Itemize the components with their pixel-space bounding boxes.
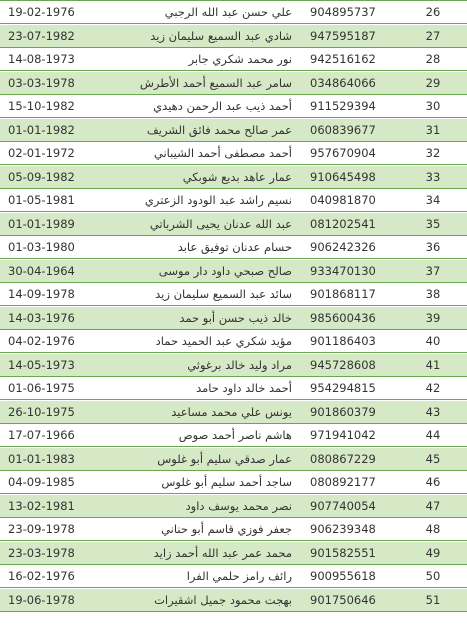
birth-date-cell: 16-02-1976: [8, 569, 75, 583]
id-number-cell: 947595187: [310, 28, 376, 43]
row-number-cell: 32: [425, 146, 441, 160]
name-cell: رائف رامز حلمي الفرا: [186, 569, 292, 583]
birth-date-cell: 17-07-1966: [8, 428, 75, 442]
name-cell: نصر محمد يوسف داود: [185, 498, 292, 513]
id-number-cell: 910645498: [310, 169, 376, 184]
table-row: [0, 448, 467, 471]
name-cell: سامر عبد السميع أحمد الأطرش: [139, 75, 292, 90]
birth-date-cell: 13-02-1981: [8, 498, 75, 513]
row-number-cell: 45: [425, 451, 441, 466]
birth-date-cell: 23-03-1978: [8, 545, 75, 560]
birth-date-cell: 03-03-1978: [8, 75, 75, 90]
birth-date-cell: 14-08-1973: [8, 52, 75, 66]
birth-date-cell: 23-09-1978: [8, 522, 75, 536]
table-row: [0, 307, 467, 330]
row-number-cell: 42: [425, 381, 441, 395]
table-row: [0, 189, 467, 212]
birth-date-cell: 26-10-1975: [8, 404, 75, 419]
name-cell: شادي عبد السميع سليمان زيد: [150, 28, 292, 43]
birth-date-cell: 19-02-1976: [8, 5, 75, 19]
id-number-cell: 906242326: [310, 240, 376, 254]
name-cell: عبد الله عدنان يحيى الشرباتي: [149, 216, 292, 231]
table-row: [0, 260, 467, 283]
birth-date-cell: 19-06-1978: [8, 592, 75, 607]
birth-date-cell: 23-07-1982: [8, 28, 75, 43]
id-number-cell: 901186403: [310, 334, 376, 348]
row-number-cell: 40: [425, 334, 441, 348]
name-cell: نسيم راشد عبد الودود الزعتري: [144, 193, 292, 207]
id-number-cell: 985600436: [310, 310, 376, 325]
birth-date-cell: 14-03-1976: [8, 310, 75, 325]
id-number-cell: 971941042: [310, 428, 376, 442]
row-number-cell: 34: [425, 193, 441, 207]
table-row: [0, 330, 467, 353]
table-row: [0, 377, 467, 400]
birth-date-cell: 04-09-1985: [8, 475, 75, 489]
name-cell: جعفر فوزي قاسم أبو حناني: [161, 522, 292, 536]
id-number-cell: 060839677: [310, 122, 376, 137]
id-number-cell: 945728608: [310, 357, 376, 372]
id-number-cell: 901868117: [310, 287, 376, 301]
id-number-cell: 957670904: [310, 146, 376, 160]
id-number-cell: 904895737: [310, 5, 376, 19]
row-number-cell: 26: [425, 5, 441, 19]
row-number-cell: 50: [425, 569, 441, 583]
name-cell: ساجد أحمد سليم أبو غلوس: [161, 475, 292, 489]
row-number-cell: 36: [425, 240, 441, 254]
table-row: [0, 495, 467, 518]
table-row: [0, 166, 467, 189]
id-number-cell: 080867229: [310, 451, 376, 466]
name-cell: صالح صبحي داود دار موسى: [158, 263, 292, 278]
birth-date-cell: 01-01-1982: [8, 122, 75, 137]
table-row: [0, 424, 467, 447]
id-number-cell: 954294815: [310, 381, 376, 395]
table-row: [0, 95, 467, 118]
birth-date-cell: 02-01-1972: [8, 146, 75, 160]
name-cell: هاشم ناصر أحمد صوص: [178, 428, 292, 442]
table-row: [0, 142, 467, 165]
name-cell: محمد عمر عبد الله أحمد زايد: [153, 545, 292, 560]
row-number-cell: 48: [425, 522, 441, 536]
row-number-cell: 27: [425, 28, 441, 43]
table-row: [0, 354, 467, 377]
row-number-cell: 41: [425, 357, 441, 372]
birth-date-cell: 14-05-1973: [8, 357, 75, 372]
id-number-cell: 901582551: [310, 545, 376, 560]
table-row: [0, 401, 467, 424]
birth-date-cell: 01-01-1989: [8, 216, 75, 231]
table-row: [0, 542, 467, 565]
name-cell: يونس علي محمد مساعيد: [171, 404, 292, 419]
row-number-cell: 31: [425, 122, 441, 137]
row-number-cell: 43: [425, 404, 441, 419]
birth-date-cell: 01-06-1975: [8, 381, 75, 395]
row-number-cell: 47: [425, 498, 441, 513]
table-row: [0, 25, 467, 48]
row-number-cell: 49: [425, 545, 441, 560]
id-number-cell: 901860379: [310, 404, 376, 419]
name-cell: خالد ذيب حسن أبو حمد: [179, 310, 292, 325]
id-number-cell: 081202541: [310, 216, 376, 231]
name-cell: أحمد ذيب عبد الرحمن دهيدي: [153, 99, 292, 113]
name-cell: عمار عاهد بديع شوبكي: [182, 169, 292, 184]
name-cell: بهجت محمود جميل اشقيرات: [154, 592, 292, 607]
name-cell: عمر صالح محمد فائق الشريف: [146, 122, 292, 137]
name-cell: سائد عبد السميع سليمان زيد: [155, 287, 292, 301]
name-cell: أحمد خالد داود حامد: [196, 381, 292, 395]
id-number-cell: 911529394: [310, 99, 376, 113]
row-number-cell: 29: [425, 75, 441, 90]
row-number-cell: 35: [425, 216, 441, 231]
row-number-cell: 46: [425, 475, 441, 489]
name-cell: علي حسن عبد الله الرجبي: [164, 5, 292, 19]
id-number-cell: 901750646: [310, 592, 376, 607]
birth-date-cell: 30-04-1964: [8, 263, 75, 278]
name-cell: نور محمد شكري جابر: [188, 52, 292, 66]
name-cell: حسام عدنان توفيق عابد: [177, 240, 292, 254]
birth-date-cell: 15-10-1982: [8, 99, 75, 113]
birth-date-cell: 01-01-1983: [8, 451, 75, 466]
id-number-cell: 907740054: [310, 498, 376, 513]
id-number-cell: 942516162: [310, 52, 376, 66]
table-row: [0, 1, 467, 24]
id-number-cell: 933470130: [310, 263, 376, 278]
row-number-cell: 38: [425, 287, 441, 301]
row-number-cell: 33: [425, 169, 441, 184]
table-row: [0, 213, 467, 236]
id-number-cell: 906239348: [310, 522, 376, 536]
name-cell: عمار صدقي سليم أبو غلوس: [157, 451, 292, 466]
row-number-cell: 44: [425, 428, 441, 442]
table-row: [0, 589, 467, 612]
name-cell: مراد وليد خالد برغوثي: [187, 357, 292, 372]
table-row: [0, 236, 467, 259]
birth-date-cell: 01-05-1981: [8, 193, 75, 207]
birth-date-cell: 01-03-1980: [8, 240, 75, 254]
id-number-cell: 040981870: [310, 193, 376, 207]
id-number-cell: 080892177: [310, 475, 376, 489]
table-row: [0, 565, 467, 588]
row-number-cell: 51: [425, 592, 441, 607]
table-row: [0, 72, 467, 95]
row-number-cell: 37: [425, 263, 441, 278]
table-row: [0, 283, 467, 306]
table-row: [0, 48, 467, 71]
birth-date-cell: 05-09-1982: [8, 169, 75, 184]
id-number-cell: 034864066: [310, 75, 376, 90]
name-cell: أحمد مصطفى أحمد الشيباني: [153, 146, 292, 160]
table-row: [0, 471, 467, 494]
row-number-cell: 39: [425, 310, 441, 325]
table-row: [0, 119, 467, 142]
name-cell: مؤيد شكري عبد الحميد حماد: [155, 334, 292, 348]
birth-date-cell: 14-09-1978: [8, 287, 75, 301]
birth-date-cell: 04-02-1976: [8, 334, 75, 348]
table-row: [0, 518, 467, 541]
row-number-cell: 28: [425, 52, 441, 66]
id-number-cell: 900955618: [310, 569, 376, 583]
row-number-cell: 30: [425, 99, 441, 113]
